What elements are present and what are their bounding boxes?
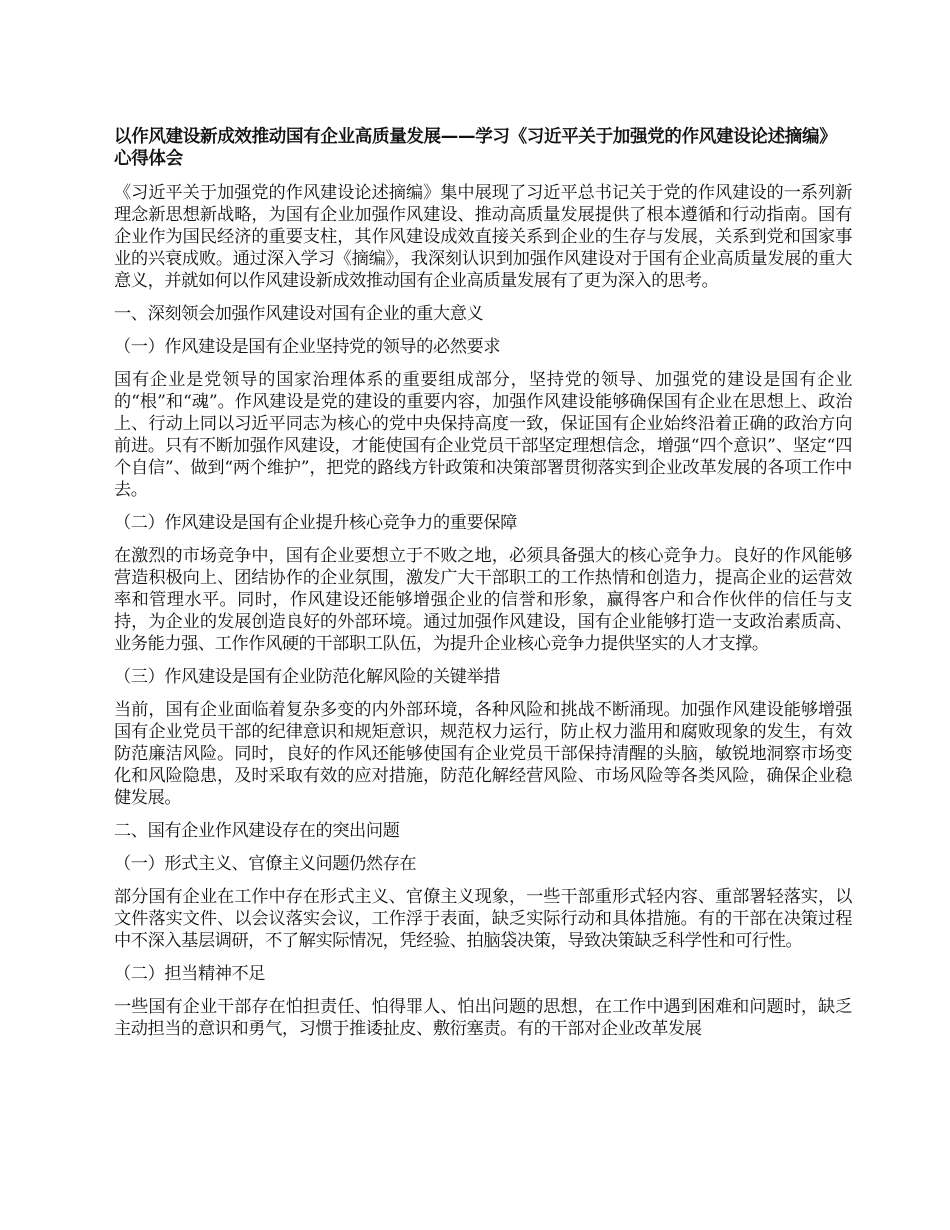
paragraph: 国有企业是党领导的国家治理体系的重要组成部分，坚持党的领导、加强党的建设是国有企业的“根”和“魂”。作风建设是党的建设的重要内容，加强作风建设能够确保国有企业在思想上、政治上、行动上同以习近平同志为核心的党中央保持高度一致，保证国有企业始终沿着正确的政治方向前进。只有不断加强作风建设，才能使国有企业党员干部坚定理想信念，增强“四个意识”、坚定“四个自信”、做到“两个维护”，把党的路线方针政策和决策部署贯彻落实到企业改革发展的各项工作中去。 [114,370,852,500]
section-heading: 二、国有企业作风建设存在的突出问题 [114,821,400,841]
paragraph: 《习近平关于加强党的作风建设论述摘编》集中展现了习近平总书记关于党的作风建设的一系列新理念新思想新战略，为国有企业加强作风建设、推动高质量发展提供了根本遵循和行动指南。国有企业作为国民经济的重要支柱，其作风建设成效直接关系到企业的生存与发展，关系到党和国家事业的兴衰成败。通过深入学习《摘编》，我深刻认识到加强作风建设对于国有企业高质量发展的重大意义，并就如何以作风建设新成效推动国有企业高质量发展有了更为深入的思考。 [114,183,852,291]
section-heading: 一、深刻领会加强作风建设对国有企业的重大意义 [114,304,484,324]
paragraph: 在激烈的市场竞争中，国有企业要想立于不败之地，必须具备强大的核心竞争力。良好的作风能够营造积极向上、团结协作的企业氛围，激发广大干部职工的工作热情和创造力，提高企业的运营效率和管理水平。同时，作风建设还能够增强企业的信誉和形象，赢得客户和合作伙伴的信任与支持，为企业的发展创造良好的外部环境。通过加强作风建设，国有企业能够打造一支政治素质高、业务能力强、工作作风硬的干部职工队伍，为提升企业核心竞争力提供坚实的人才支撑。 [114,546,852,654]
paragraph: 当前，国有企业面临着复杂多变的内外部环境，各种风险和挑战不断涌现。加强作风建设能够增强国有企业党员干部的纪律意识和规矩意识，规范权力运行，防止权力滥用和腐败现象的发生，有效防范廉洁风险。同时，良好的作风还能够使国有企业党员干部保持清醒的头脑，敏锐地洞察市场变化和风险隐患，及时采取有效的应对措施，防范化解经营风险、市场风险等各类风险，确保企业稳健发展。 [114,700,852,808]
section-heading: （二）担当精神不足 [114,964,266,984]
section-heading: （二）作风建设是国有企业提升核心竞争力的重要保障 [114,513,517,533]
paragraph: 一些国有企业干部存在怕担责任、怕得罪人、怕出问题的思想，在工作中遇到困难和问题时，缺乏主动担当的意识和勇气，习惯于推诿扯皮、敷衍塞责。有的干部对企业改革发展 [114,997,852,1039]
section-heading: （一）作风建设是国有企业坚持党的领导的必然要求 [114,337,501,357]
section-heading: （三）作风建设是国有企业防范化解风险的关键举措 [114,667,501,687]
document-body [114,182,852,1040]
document-page [114,126,852,1051]
paragraph: 部分国有企业在工作中存在形式主义、官僚主义现象，一些干部重形式轻内容、重部署轻落实，以文件落实文件、以会议落实会议，工作浮于表面，缺乏实际行动和具体措施。有的干部在决策过程中不深入基层调研，不了解实际情况，凭经验、拍脑袋决策，导致决策缺乏科学性和可行性。 [114,887,852,951]
document-title: 以作风建设新成效推动国有企业高质量发展——学习《习近平关于加强党的作风建设论述摘编》心得体会 [114,127,837,169]
section-heading: （一）形式主义、官僚主义问题仍然存在 [114,854,417,874]
